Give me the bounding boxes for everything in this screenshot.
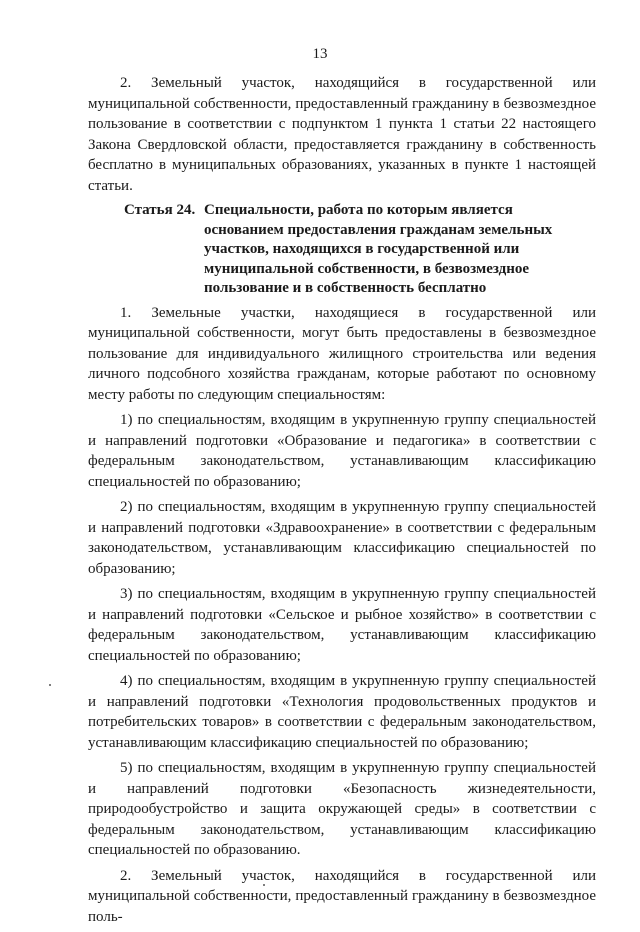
list-item-4: 4) по специальностям, входящим в укрупненную группу специальностей и направлений подготовки «Технология продовольственных продуктов и потребительских товаров» в соответствии с федеральным законодательством, устанавливающим классификацию специальностей по образованию; — [88, 673, 596, 751]
page-number: 13 — [312, 46, 328, 62]
paragraph-1: 1. Земельные участки, находящиеся в государственной или муниципальной собственности, могут быть предоставлены в безвозмездное пользование для индивидуального жилищного строительства или ведения личного подсобного хозяйства гражданам, которые работают по основному месту работы по следующим специальностям: — [88, 304, 596, 403]
list-item-5: 5) по специальностям, входящим в укрупненную группу специальностей и направлений подготовки «Безопасность жизнедеятельности, природообустройство и защита окружающей среды» в соответствии с федеральным законодательством, устанавливающим классификацию специальностей по образованию. — [88, 760, 596, 858]
paragraph-2: 2. Земельный участок, находящийся в государственной или муниципальной собственности, предоставленный гражданину в безвозмездное поль- — [88, 867, 596, 925]
paragraph-art23-item2: 2. Земельный участок, находящийся в государственной или муниципальной собственности, предоставленный гражданину в безвозмездное пользование в соответствии с подпунктом 1 пункта 1 статьи 22 настоящего Закона Свердловской области, предоставляется гражданину в собственность бесплатно в муниципальных образованиях, указанных в пункте 1 настоящей статьи. — [88, 75, 596, 194]
list-item-3: 3) по специальностям, входящим в укрупненную группу специальностей и направлений подготовки «Сельское и рыбное хозяйство» в соответствии с федеральным законодательством, устанавливающим классификацию специальностей по образованию; — [88, 586, 596, 664]
list-item-1: 1) по специальностям, входящим в укрупненную группу специальностей и направлений подготовки «Образование и педагогика» в соответствии с федеральным законодательством, устанавливающим классификацию специальностей по образованию; — [88, 412, 596, 490]
document-body — [88, 73, 596, 932]
article-title: Специальности, работа по которым является основанием предоставления гражданам земельных участков, находящихся в государственной или муниципальной собственности, в безвозмездное пользование и в собственность бесплатно — [204, 202, 553, 296]
scan-speck — [49, 684, 51, 686]
article-heading — [88, 201, 596, 299]
list-item-2: 2) по специальностям, входящим в укрупненную группу специальностей и направлений подготовки «Здравоохранение» в соответствии с федеральным законодательством, устанавливающим классификацию специальностей по образованию; — [88, 499, 596, 577]
article-label: Статья 24. — [124, 202, 196, 218]
scan-speck — [263, 884, 265, 886]
